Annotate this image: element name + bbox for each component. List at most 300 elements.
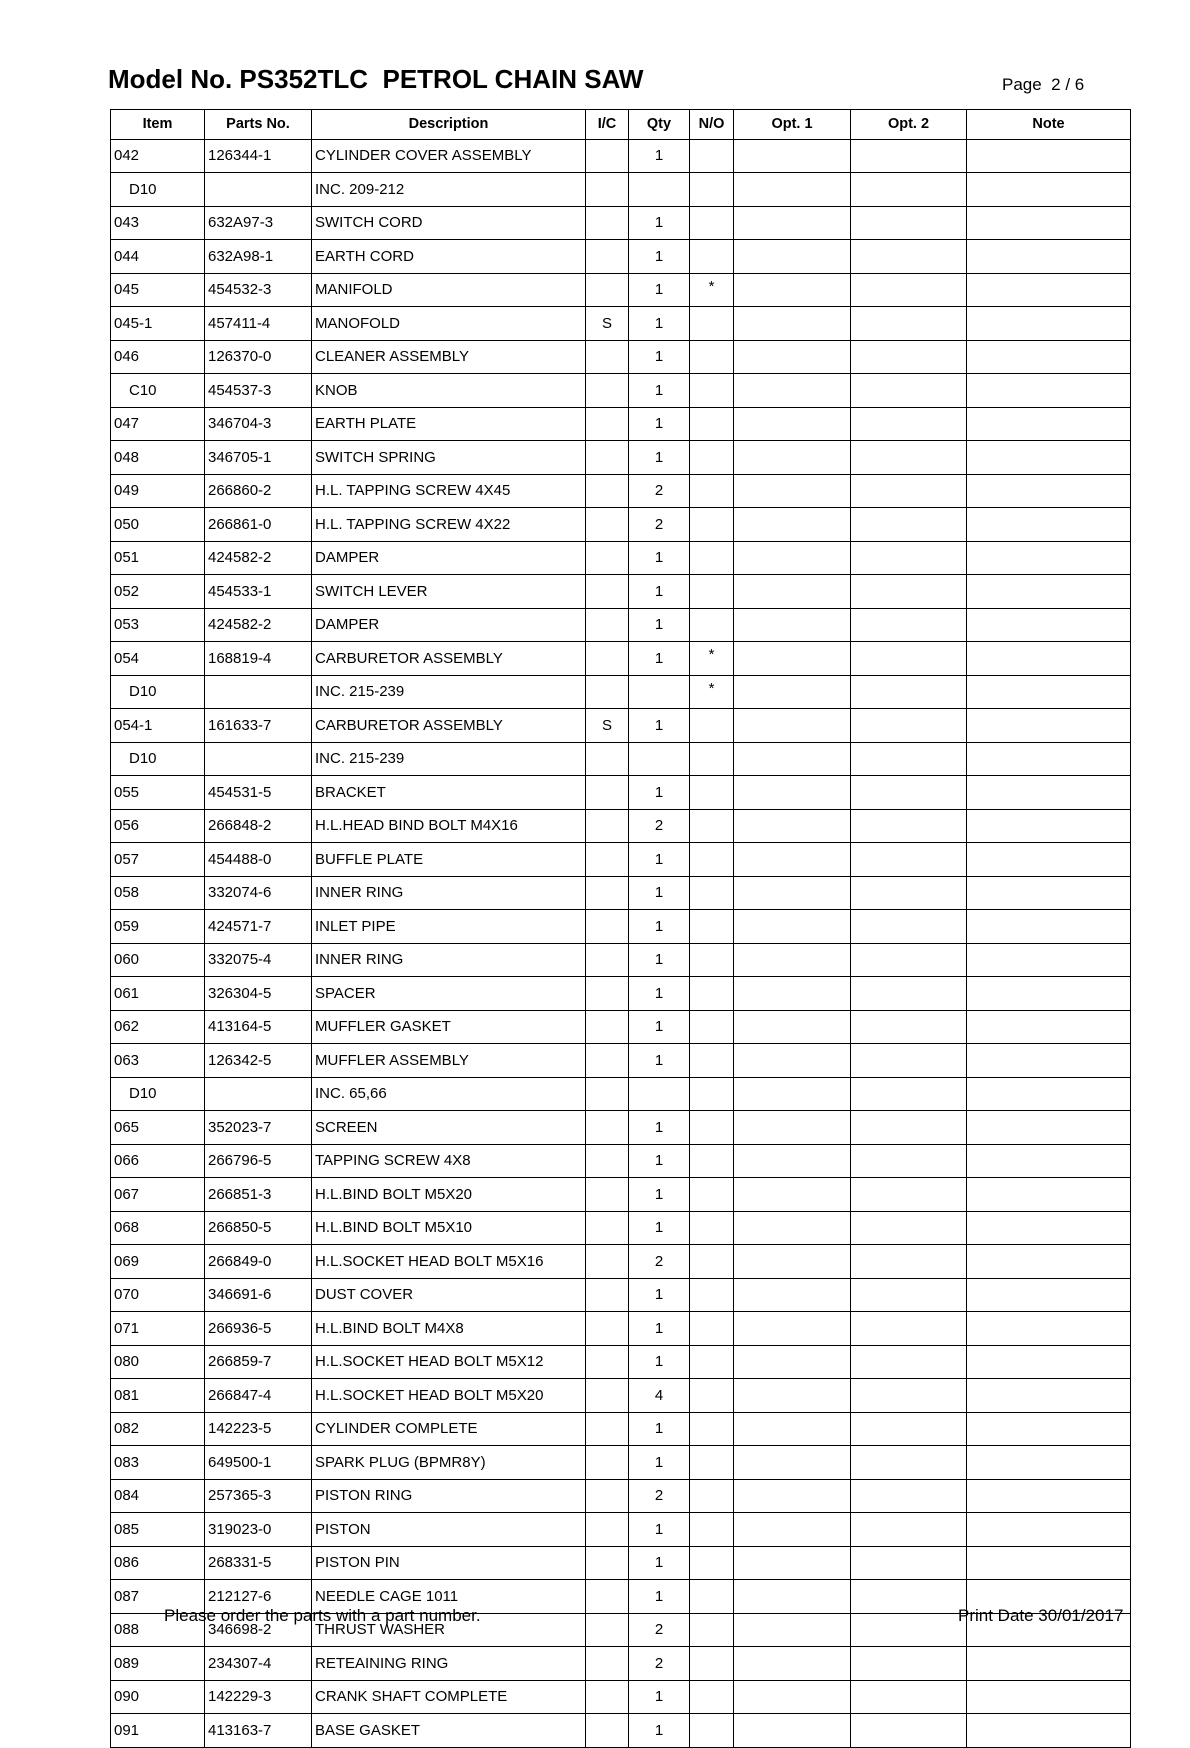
cell-qty: 1 (629, 876, 690, 910)
cell-no (690, 307, 734, 341)
cell-note (967, 1446, 1131, 1480)
cell-ic (586, 407, 629, 441)
cell-no (690, 1379, 734, 1413)
cell-note (967, 876, 1131, 910)
cell-parts-no: 266860-2 (205, 474, 312, 508)
table-row (111, 1077, 1131, 1111)
cell-qty: 1 (629, 1412, 690, 1446)
parts-table (110, 109, 1131, 1748)
cell-qty: 1 (629, 1513, 690, 1547)
cell-qty: 2 (629, 809, 690, 843)
cell-opt1 (734, 1345, 851, 1379)
cell-description: H.L.BIND BOLT M5X10 (312, 1211, 586, 1245)
cell-description: CARBURETOR ASSEMBLY (312, 709, 586, 743)
cell-ic (586, 1714, 629, 1748)
table-row (111, 742, 1131, 776)
cell-opt1 (734, 474, 851, 508)
cell-parts-no: 326304-5 (205, 977, 312, 1011)
cell-ic (586, 1111, 629, 1145)
table-row (111, 1111, 1131, 1145)
cell-qty: 2 (629, 474, 690, 508)
cell-no (690, 843, 734, 877)
cell-ic (586, 575, 629, 609)
cell-ic (586, 1546, 629, 1580)
cell-qty: 1 (629, 1580, 690, 1614)
cell-no (690, 1680, 734, 1714)
cell-opt1 (734, 340, 851, 374)
cell-ic (586, 1178, 629, 1212)
cell-description: TAPPING SCREW 4X8 (312, 1144, 586, 1178)
cell-qty: 1 (629, 843, 690, 877)
cell-opt1 (734, 1245, 851, 1279)
column-header-item: Item (111, 110, 205, 140)
cell-item: 065 (111, 1111, 205, 1145)
cell-opt2 (851, 173, 967, 207)
cell-note (967, 977, 1131, 1011)
cell-item: 069 (111, 1245, 205, 1279)
cell-note (967, 1245, 1131, 1279)
cell-opt2 (851, 776, 967, 810)
cell-no: * (690, 642, 734, 676)
cell-description: SWITCH LEVER (312, 575, 586, 609)
cell-description: RETEAINING RING (312, 1647, 586, 1681)
cell-item: 055 (111, 776, 205, 810)
cell-opt1 (734, 642, 851, 676)
cell-opt2 (851, 441, 967, 475)
cell-opt1 (734, 1111, 851, 1145)
table-row (111, 139, 1131, 173)
column-header-opt1: Opt. 1 (734, 110, 851, 140)
cell-item: 066 (111, 1144, 205, 1178)
cell-note (967, 1479, 1131, 1513)
cell-item: 048 (111, 441, 205, 475)
cell-description: SWITCH CORD (312, 206, 586, 240)
cell-description: CYLINDER COMPLETE (312, 1412, 586, 1446)
cell-description: PISTON RING (312, 1479, 586, 1513)
cell-item: 080 (111, 1345, 205, 1379)
table-row (111, 1513, 1131, 1547)
cell-no (690, 441, 734, 475)
cell-parts-no: 266850-5 (205, 1211, 312, 1245)
cell-opt1 (734, 206, 851, 240)
cell-note (967, 1680, 1131, 1714)
cell-parts-no: 268331-5 (205, 1546, 312, 1580)
cell-no (690, 910, 734, 944)
cell-note (967, 575, 1131, 609)
cell-no (690, 876, 734, 910)
cell-no (690, 1178, 734, 1212)
cell-parts-no: 649500-1 (205, 1446, 312, 1480)
table-row (111, 1312, 1131, 1346)
cell-opt2 (851, 1613, 967, 1647)
cell-item: 062 (111, 1010, 205, 1044)
cell-item: 047 (111, 407, 205, 441)
cell-opt1 (734, 1077, 851, 1111)
cell-description: H.L.SOCKET HEAD BOLT M5X12 (312, 1345, 586, 1379)
table-row (111, 642, 1131, 676)
cell-opt1 (734, 1144, 851, 1178)
cell-item: 045-1 (111, 307, 205, 341)
cell-description: BASE GASKET (312, 1714, 586, 1748)
cell-opt2 (851, 1714, 967, 1748)
cell-opt1 (734, 1278, 851, 1312)
cell-description: SPACER (312, 977, 586, 1011)
cell-item: 059 (111, 910, 205, 944)
cell-parts-no: 413163-7 (205, 1714, 312, 1748)
cell-ic (586, 206, 629, 240)
cell-opt2 (851, 809, 967, 843)
cell-parts-no: 266861-0 (205, 508, 312, 542)
cell-description: H.L.BIND BOLT M5X20 (312, 1178, 586, 1212)
cell-opt2 (851, 642, 967, 676)
table-row (111, 977, 1131, 1011)
cell-note (967, 307, 1131, 341)
cell-note (967, 173, 1131, 207)
cell-description: KNOB (312, 374, 586, 408)
table-row (111, 173, 1131, 207)
cell-qty: 1 (629, 1278, 690, 1312)
cell-opt1 (734, 675, 851, 709)
cell-ic (586, 809, 629, 843)
cell-qty: 1 (629, 206, 690, 240)
cell-opt1 (734, 1211, 851, 1245)
cell-ic (586, 876, 629, 910)
cell-parts-no: 332074-6 (205, 876, 312, 910)
cell-item: 056 (111, 809, 205, 843)
cell-opt1 (734, 1513, 851, 1547)
cell-no (690, 240, 734, 274)
cell-parts-no (205, 1077, 312, 1111)
cell-opt2 (851, 407, 967, 441)
cell-parts-no (205, 675, 312, 709)
cell-no (690, 173, 734, 207)
cell-ic (586, 1412, 629, 1446)
cell-opt2 (851, 1010, 967, 1044)
cell-description: MUFFLER ASSEMBLY (312, 1044, 586, 1078)
cell-note (967, 742, 1131, 776)
cell-item: 060 (111, 943, 205, 977)
cell-ic (586, 1580, 629, 1614)
cell-description: MANIFOLD (312, 273, 586, 307)
column-header-description: Description (312, 110, 586, 140)
table-row (111, 675, 1131, 709)
cell-parts-no: 266851-3 (205, 1178, 312, 1212)
cell-no (690, 1278, 734, 1312)
cell-opt1 (734, 575, 851, 609)
page-title: Model No. PS352TLC PETROL CHAIN SAW (108, 64, 644, 94)
cell-note (967, 1111, 1131, 1145)
table-row (111, 1379, 1131, 1413)
cell-ic (586, 910, 629, 944)
table-row (111, 1647, 1131, 1681)
cell-item: 043 (111, 206, 205, 240)
cell-opt1 (734, 1178, 851, 1212)
cell-description: INNER RING (312, 876, 586, 910)
cell-opt1 (734, 307, 851, 341)
cell-parts-no: 454488-0 (205, 843, 312, 877)
cell-parts-no: 234307-4 (205, 1647, 312, 1681)
cell-no (690, 508, 734, 542)
cell-no (690, 1111, 734, 1145)
cell-opt2 (851, 1178, 967, 1212)
cell-opt2 (851, 1513, 967, 1547)
cell-item: 042 (111, 139, 205, 173)
footer-note: Please order the parts with a part number. (164, 1606, 481, 1625)
cell-description: MANOFOLD (312, 307, 586, 341)
cell-note (967, 340, 1131, 374)
cell-opt2 (851, 1647, 967, 1681)
cell-note (967, 943, 1131, 977)
cell-opt2 (851, 374, 967, 408)
cell-item: D10 (111, 742, 205, 776)
cell-opt2 (851, 273, 967, 307)
cell-item: 084 (111, 1479, 205, 1513)
table-body (111, 139, 1131, 1747)
cell-opt2 (851, 340, 967, 374)
cell-note (967, 1211, 1131, 1245)
cell-opt1 (734, 139, 851, 173)
table-row (111, 1680, 1131, 1714)
table-row (111, 240, 1131, 274)
cell-no (690, 1044, 734, 1078)
cell-qty: 1 (629, 1714, 690, 1748)
cell-note (967, 608, 1131, 642)
cell-parts-no: 424571-7 (205, 910, 312, 944)
cell-parts-no: 454531-5 (205, 776, 312, 810)
cell-parts-no: 266849-0 (205, 1245, 312, 1279)
cell-ic (586, 508, 629, 542)
cell-ic (586, 1144, 629, 1178)
table-row (111, 910, 1131, 944)
cell-ic (586, 1513, 629, 1547)
cell-opt1 (734, 608, 851, 642)
cell-no (690, 575, 734, 609)
cell-opt2 (851, 977, 967, 1011)
cell-qty: 1 (629, 541, 690, 575)
cell-opt2 (851, 1312, 967, 1346)
cell-ic (586, 943, 629, 977)
cell-ic: S (586, 307, 629, 341)
cell-description: MUFFLER GASKET (312, 1010, 586, 1044)
cell-note (967, 1379, 1131, 1413)
cell-note (967, 1044, 1131, 1078)
cell-ic (586, 340, 629, 374)
column-header-no: N/O (690, 110, 734, 140)
cell-opt2 (851, 575, 967, 609)
cell-description: H.L.BIND BOLT M4X8 (312, 1312, 586, 1346)
cell-item: 067 (111, 1178, 205, 1212)
cell-parts-no: 161633-7 (205, 709, 312, 743)
table-row (111, 1546, 1131, 1580)
cell-qty: 1 (629, 1144, 690, 1178)
cell-note (967, 709, 1131, 743)
cell-note (967, 1546, 1131, 1580)
cell-item: 082 (111, 1412, 205, 1446)
cell-item: 052 (111, 575, 205, 609)
cell-no (690, 1412, 734, 1446)
table-row (111, 1144, 1131, 1178)
cell-parts-no: 454537-3 (205, 374, 312, 408)
cell-parts-no (205, 742, 312, 776)
table-row (111, 1178, 1131, 1212)
cell-no (690, 742, 734, 776)
cell-ic (586, 1044, 629, 1078)
cell-item: 058 (111, 876, 205, 910)
cell-description: BRACKET (312, 776, 586, 810)
cell-note (967, 1714, 1131, 1748)
cell-no (690, 340, 734, 374)
cell-qty: 2 (629, 1479, 690, 1513)
cell-qty: 1 (629, 441, 690, 475)
cell-ic (586, 1680, 629, 1714)
cell-description: CARBURETOR ASSEMBLY (312, 642, 586, 676)
cell-no (690, 1077, 734, 1111)
cell-parts-no: 266936-5 (205, 1312, 312, 1346)
cell-qty: 1 (629, 1446, 690, 1480)
cell-qty: 1 (629, 1178, 690, 1212)
cell-note (967, 407, 1131, 441)
cell-parts-no: 424582-2 (205, 608, 312, 642)
cell-parts-no: 257365-3 (205, 1479, 312, 1513)
cell-description: H.L.SOCKET HEAD BOLT M5X20 (312, 1379, 586, 1413)
cell-note (967, 1513, 1131, 1547)
cell-description: INC. 65,66 (312, 1077, 586, 1111)
cell-ic (586, 541, 629, 575)
cell-no (690, 1613, 734, 1647)
cell-note (967, 1178, 1131, 1212)
cell-no (690, 943, 734, 977)
table-row (111, 1211, 1131, 1245)
cell-description: SWITCH SPRING (312, 441, 586, 475)
table-row (111, 1446, 1131, 1480)
cell-note (967, 1312, 1131, 1346)
cell-description: H.L. TAPPING SCREW 4X45 (312, 474, 586, 508)
cell-description: H.L. TAPPING SCREW 4X22 (312, 508, 586, 542)
cell-no (690, 374, 734, 408)
cell-description: DAMPER (312, 608, 586, 642)
cell-note (967, 1278, 1131, 1312)
cell-opt1 (734, 1546, 851, 1580)
cell-opt2 (851, 1044, 967, 1078)
cell-qty: 1 (629, 943, 690, 977)
cell-parts-no: 346698-2 (205, 1613, 312, 1647)
cell-item: 088 (111, 1613, 205, 1647)
cell-opt1 (734, 1312, 851, 1346)
cell-item: 085 (111, 1513, 205, 1547)
cell-description: PISTON PIN (312, 1546, 586, 1580)
cell-opt1 (734, 742, 851, 776)
table-row (111, 407, 1131, 441)
cell-ic (586, 675, 629, 709)
cell-item: 083 (111, 1446, 205, 1480)
cell-qty (629, 1077, 690, 1111)
cell-qty: 1 (629, 776, 690, 810)
cell-opt1 (734, 508, 851, 542)
cell-no: * (690, 273, 734, 307)
print-date: Print Date 30/01/2017 (958, 1606, 1124, 1625)
table-row (111, 1345, 1131, 1379)
cell-ic (586, 1312, 629, 1346)
cell-item: 061 (111, 977, 205, 1011)
cell-ic (586, 273, 629, 307)
cell-opt1 (734, 173, 851, 207)
cell-description: CLEANER ASSEMBLY (312, 340, 586, 374)
cell-opt1 (734, 1044, 851, 1078)
cell-opt1 (734, 1379, 851, 1413)
cell-opt1 (734, 240, 851, 274)
column-header-parts-no: Parts No. (205, 110, 312, 140)
cell-no (690, 776, 734, 810)
cell-no (690, 206, 734, 240)
cell-ic (586, 843, 629, 877)
cell-item: 053 (111, 608, 205, 642)
cell-opt2 (851, 474, 967, 508)
cell-parts-no: 266848-2 (205, 809, 312, 843)
cell-qty: 1 (629, 273, 690, 307)
cell-no (690, 541, 734, 575)
cell-opt2 (851, 1111, 967, 1145)
cell-opt2 (851, 709, 967, 743)
cell-note (967, 541, 1131, 575)
cell-item: 054 (111, 642, 205, 676)
cell-note (967, 474, 1131, 508)
cell-opt2 (851, 206, 967, 240)
table-row (111, 508, 1131, 542)
cell-opt1 (734, 407, 851, 441)
cell-parts-no: 142229-3 (205, 1680, 312, 1714)
column-header-ic: I/C (586, 110, 629, 140)
table-header-row (111, 110, 1131, 140)
column-header-note: Note (967, 110, 1131, 140)
cell-opt2 (851, 1680, 967, 1714)
cell-description: INLET PIPE (312, 910, 586, 944)
cell-opt1 (734, 1580, 851, 1614)
cell-no: * (690, 675, 734, 709)
cell-qty: 1 (629, 240, 690, 274)
cell-ic (586, 776, 629, 810)
cell-ic (586, 173, 629, 207)
cell-parts-no: 266859-7 (205, 1345, 312, 1379)
cell-no (690, 1245, 734, 1279)
cell-item: 054-1 (111, 709, 205, 743)
cell-opt1 (734, 876, 851, 910)
cell-parts-no: 126344-1 (205, 139, 312, 173)
cell-parts-no: 424582-2 (205, 541, 312, 575)
cell-item: 050 (111, 508, 205, 542)
cell-qty: 1 (629, 307, 690, 341)
cell-parts-no: 346704-3 (205, 407, 312, 441)
cell-description: INNER RING (312, 943, 586, 977)
cell-no (690, 1546, 734, 1580)
cell-qty (629, 742, 690, 776)
cell-opt2 (851, 876, 967, 910)
cell-qty: 1 (629, 1010, 690, 1044)
cell-item: 086 (111, 1546, 205, 1580)
table-row (111, 776, 1131, 810)
cell-qty (629, 675, 690, 709)
cell-no (690, 1479, 734, 1513)
cell-ic (586, 608, 629, 642)
cell-no (690, 977, 734, 1011)
cell-opt1 (734, 809, 851, 843)
cell-qty: 1 (629, 1680, 690, 1714)
table-row (111, 1010, 1131, 1044)
cell-item: 046 (111, 340, 205, 374)
cell-note (967, 843, 1131, 877)
table-row (111, 709, 1131, 743)
cell-note (967, 273, 1131, 307)
cell-opt2 (851, 1144, 967, 1178)
